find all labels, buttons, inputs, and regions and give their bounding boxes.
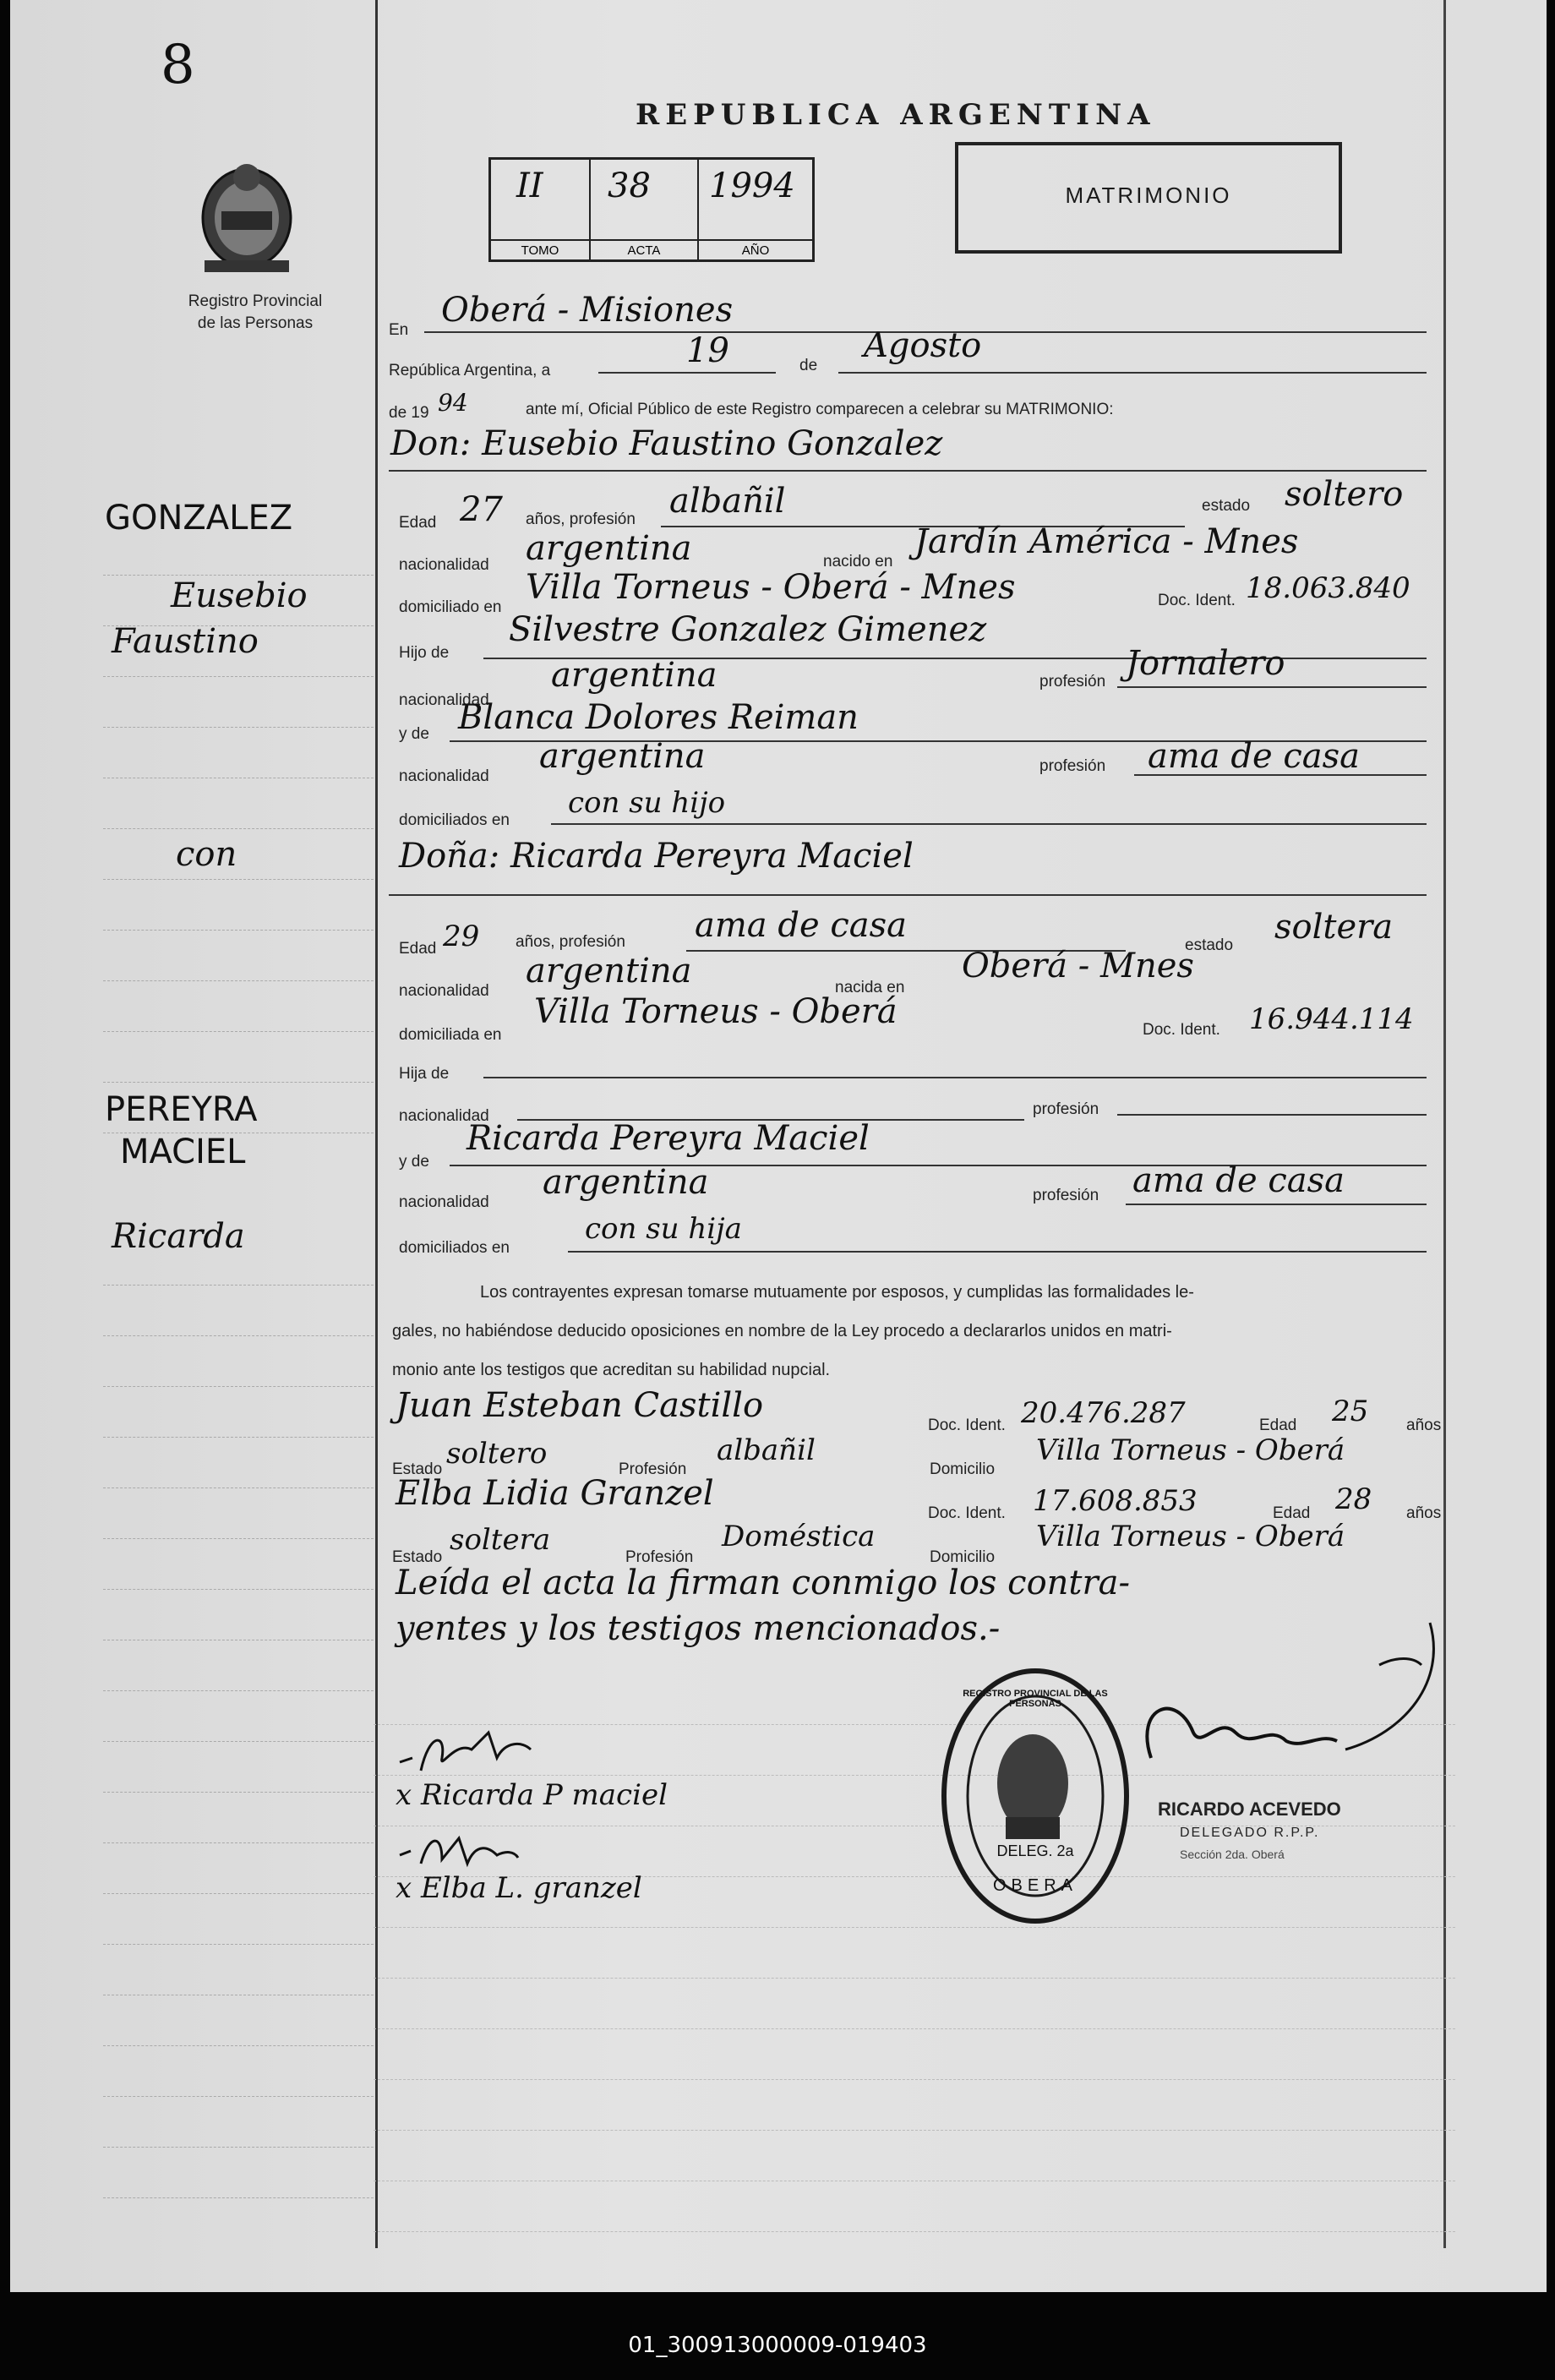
margin-divider	[375, 0, 378, 2248]
closing-line1: Leída el acta la firman conmigo los contra-	[396, 1564, 1130, 1602]
bride-mother: Ricarda Pereyra Maciel	[466, 1119, 870, 1158]
statement-line1: Los contrayentes expresan tomarse mutuamente por esposos, y cumplidas las formalidades le-	[480, 1283, 1194, 1302]
groom-parents-dom-label: domiciliados en	[399, 811, 510, 829]
groom-mother-prof: ama de casa	[1148, 737, 1360, 776]
bride-title-line	[389, 894, 1427, 896]
margin-bride-surname2: MACIEL	[120, 1133, 246, 1171]
groom-father-label: Hijo de	[399, 644, 450, 662]
place-value: Oberá - Misiones	[441, 291, 734, 330]
bride-doc: 16.944.114	[1249, 1002, 1414, 1036]
certificate-sheet	[10, 0, 1547, 2292]
bride-edad-label: Edad	[399, 940, 437, 958]
witness2-name: Elba Lidia Granzel	[396, 1474, 714, 1513]
signature-4: x Elba L. granzel	[396, 1871, 642, 1905]
groom-nacido: Jardín América - Mnes	[914, 522, 1299, 561]
witness1-dom-label: Domicilio	[930, 1460, 996, 1478]
groom-mother-nac: argentina	[539, 737, 706, 776]
groom-mother-label: y de	[399, 725, 429, 743]
witness1-profesion: albañil	[717, 1433, 816, 1467]
witness1-name: Juan Esteban Castillo	[396, 1386, 764, 1425]
groom-father-prof-line	[1117, 686, 1427, 688]
groom-father-prof-label: profesión	[1039, 673, 1106, 691]
groom-parents-dom-line	[551, 823, 1427, 825]
bride-father-label: Hija de	[399, 1065, 450, 1083]
month-line	[838, 372, 1427, 374]
margin-groom-surname: GONZALEZ	[105, 499, 293, 538]
bride-nacionalidad: argentina	[526, 952, 692, 991]
margin-groom-given1: Eusebio	[171, 576, 308, 615]
margin-bride-given: Ricarda	[112, 1217, 245, 1256]
bride-father-nac-label: nacionalidad	[399, 1107, 489, 1125]
ano-cell	[699, 160, 812, 259]
bride-estado: soltera	[1274, 908, 1394, 947]
groom-mother-prof-line	[1134, 774, 1427, 776]
signature-3-scrawl	[396, 1826, 565, 1876]
bride-father-prof-label: profesión	[1033, 1100, 1099, 1118]
groom-mother: Blanca Dolores Reiman	[458, 698, 859, 737]
bride-father-prof-line	[1117, 1114, 1427, 1116]
bride-mother-prof: ama de casa	[1132, 1161, 1345, 1200]
stamp-ring-text: REGISTRO PROVINCIAL DE LAS PERSONAS	[963, 1689, 1108, 1709]
bride-profesion: ama de casa	[695, 906, 907, 945]
stamp-inner: DELEG. 2a	[996, 1842, 1074, 1859]
witness1-estado: soltero	[446, 1437, 548, 1471]
groom-title: Don: Eusebio Faustino Gonzalez	[390, 424, 943, 463]
bride-parents-dom-line	[568, 1251, 1427, 1253]
groom-profesion: albañil	[669, 482, 786, 521]
witness1-prof-label: Profesión	[619, 1460, 687, 1478]
tomo-value: II	[516, 166, 543, 205]
witness2-prof-label: Profesión	[625, 1548, 694, 1566]
groom-doc-label: Doc. Ident.	[1158, 592, 1236, 609]
bride-doc-label: Doc. Ident.	[1143, 1021, 1220, 1039]
official-name: RICARDO ACEVEDO	[1158, 1799, 1341, 1820]
groom-nacido-label: nacido en	[823, 553, 893, 570]
doc-type: MATRIMONIO	[1065, 183, 1232, 208]
republica-label: República Argentina, a	[389, 362, 551, 379]
registration-box	[488, 157, 815, 262]
en-label: En	[389, 321, 409, 339]
statement-line2: gales, no habiéndose deducido oposiciones en nombre de la Ley procedo a declararlos unidos en matri-	[392, 1322, 1172, 1340]
witness2-doc-label: Doc. Ident.	[928, 1504, 1006, 1522]
bride-domicilio: Villa Torneus - Oberá	[534, 992, 898, 1031]
witness1-domicilio: Villa Torneus - Oberá	[1036, 1433, 1345, 1467]
registry-line2: de las Personas	[197, 314, 314, 332]
signature-1-scrawl	[396, 1724, 581, 1783]
groom-edad-label: Edad	[399, 514, 437, 532]
coat-of-arms-icon	[188, 152, 306, 279]
groom-parents-dom: con su hijo	[568, 786, 726, 820]
tomo-label: TOMO	[491, 239, 589, 258]
groom-father-nac-label: nacionalidad	[399, 691, 489, 709]
groom-edad: 27	[460, 490, 503, 529]
official-section: Sección 2da. Oberá	[1180, 1848, 1285, 1861]
witness2-profesion: Doméstica	[722, 1520, 876, 1553]
right-border	[1443, 0, 1446, 2248]
groom-estado: soltero	[1285, 475, 1404, 514]
witness2-estado: soltera	[450, 1523, 551, 1557]
witness2-edad-label: Edad	[1273, 1504, 1311, 1522]
day-value: 19	[686, 331, 729, 370]
page-number: 8	[161, 34, 195, 96]
groom-estado-label: estado	[1202, 497, 1251, 515]
bride-parents-dom: con su hija	[585, 1212, 742, 1246]
margin-con: con	[176, 835, 237, 874]
official-stamp	[938, 1665, 1132, 1927]
witness2-dom-label: Domicilio	[930, 1548, 996, 1566]
bride-mother-prof-line	[1126, 1204, 1427, 1205]
groom-nac-label: nacionalidad	[399, 556, 489, 574]
registry-line1: Registro Provincial	[188, 292, 323, 310]
groom-father: Silvestre Gonzalez Gimenez	[509, 610, 987, 649]
bride-father-line	[483, 1077, 1427, 1078]
groom-father-prof: Jornalero	[1126, 644, 1285, 683]
official-title: DELEGADO R.P.P.	[1180, 1826, 1320, 1840]
groom-doc: 18.063.840	[1246, 571, 1410, 605]
bride-title: Doña: Ricarda Pereyra Maciel	[399, 837, 914, 876]
bride-edad: 29	[443, 920, 480, 953]
year-suffix: 94	[438, 389, 468, 417]
witness2-edad: 28	[1335, 1482, 1372, 1516]
witness2-doc: 17.608.853	[1033, 1484, 1198, 1518]
bride-mother-label: y de	[399, 1153, 429, 1171]
witness1-estado-label: Estado	[392, 1460, 443, 1478]
country-title: REPUBLICA ARGENTINA	[636, 98, 1156, 132]
signature-2: x Ricarda P maciel	[396, 1778, 668, 1812]
groom-mother-nac-label: nacionalidad	[399, 767, 489, 785]
groom-father-nac: argentina	[551, 656, 717, 695]
acta-value: 38	[608, 166, 651, 205]
groom-mother-prof-label: profesión	[1039, 757, 1106, 775]
groom-domicilio: Villa Torneus - Oberá - Mnes	[526, 568, 1016, 607]
footer-filename: 01_300913000009-019403	[628, 2333, 927, 2358]
groom-profesion-label: años, profesión	[526, 510, 636, 528]
witness1-anos-label: años	[1406, 1417, 1442, 1434]
stamp-bottom: OBERA	[992, 1876, 1078, 1895]
bride-profesion-label: años, profesión	[516, 933, 625, 951]
statement-line3: monio ante los testigos que acreditan su habilidad nupcial.	[392, 1361, 831, 1379]
bride-mother-nac: argentina	[543, 1163, 709, 1202]
day-line	[598, 372, 776, 374]
ante-text: ante mí, Oficial Público de este Registro comparecen a celebrar su MATRIMONIO:	[526, 401, 1114, 418]
bride-nac-label: nacionalidad	[399, 982, 489, 1000]
bride-mother-nac-label: nacionalidad	[399, 1193, 489, 1211]
margin-groom-given2: Faustino	[112, 622, 259, 661]
ano-label: AÑO	[699, 239, 812, 258]
closing-line2: yentes y los testigos mencionados.-	[396, 1609, 1001, 1648]
witness1-edad: 25	[1332, 1395, 1369, 1428]
witness2-domicilio: Villa Torneus - Oberá	[1036, 1520, 1345, 1553]
witness2-anos-label: años	[1406, 1504, 1442, 1522]
bride-nacida: Oberá - Mnes	[962, 947, 1194, 985]
doc-type-box	[955, 142, 1342, 254]
witness1-doc-label: Doc. Ident.	[928, 1417, 1006, 1434]
bride-estado-label: estado	[1185, 936, 1234, 954]
bride-parents-dom-label: domiciliados en	[399, 1239, 510, 1257]
acta-cell	[591, 160, 699, 259]
witness2-estado-label: Estado	[392, 1548, 443, 1566]
witness1-edad-label: Edad	[1259, 1417, 1297, 1434]
year-prefix: de 19	[389, 404, 429, 422]
bride-mother-prof-label: profesión	[1033, 1187, 1099, 1204]
groom-dom-label: domiciliado en	[399, 598, 502, 616]
month-value: Agosto	[864, 326, 982, 365]
ano-value: 1994	[709, 166, 795, 205]
acta-label: ACTA	[591, 239, 697, 258]
groom-title-line	[389, 470, 1427, 472]
groom-nacionalidad: argentina	[526, 529, 692, 568]
bride-nacida-label: nacida en	[835, 979, 905, 996]
witness1-doc: 20.476.287	[1021, 1396, 1186, 1430]
margin-bride-surname1: PEREYRA	[105, 1090, 258, 1129]
de-label: de	[799, 357, 818, 374]
tomo-cell	[491, 160, 591, 259]
official-signature-scrawl	[1126, 1606, 1514, 1792]
bride-dom-label: domiciliada en	[399, 1026, 502, 1044]
